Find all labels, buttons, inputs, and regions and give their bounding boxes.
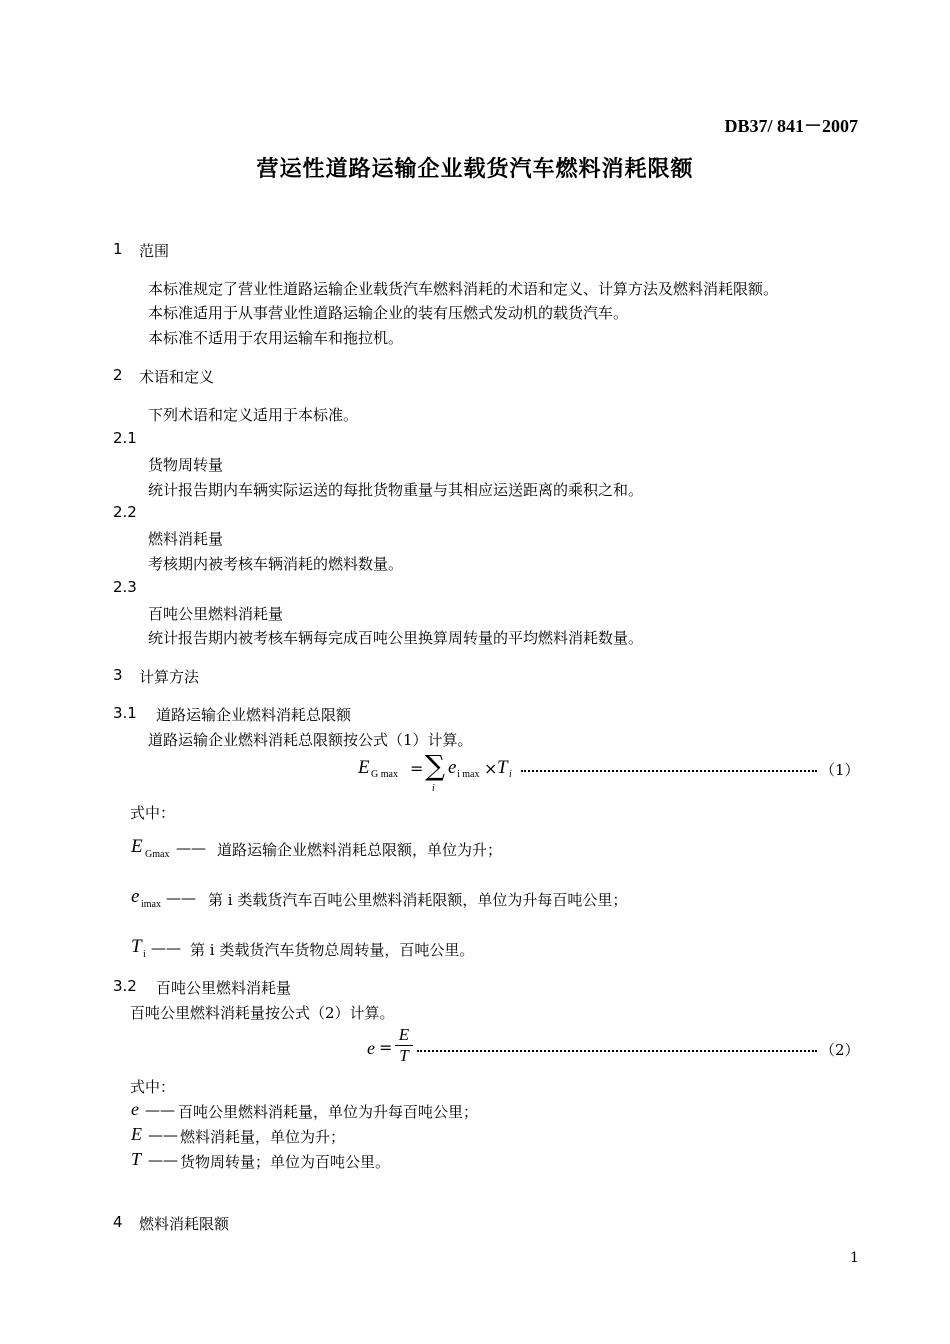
- page-number: 1: [850, 1250, 859, 1266]
- var-e-description: 百吨公里燃料消耗量，单位为升每百吨公里；: [178, 1103, 479, 1121]
- formula-1-e-subscript: i max: [457, 769, 480, 780]
- var-T-dash: ——: [148, 1151, 178, 1169]
- var-Ti-dash: ——: [151, 939, 181, 957]
- term-2-1-number: 2.1: [113, 429, 137, 447]
- formula-1-T: T: [497, 757, 508, 778]
- formula-2-leader-dots: [417, 1050, 817, 1052]
- subsection-3-2-heading: 百吨公里燃料消耗量: [156, 979, 292, 997]
- var-Ti-description: 第 i 类载货汽车货物总周转量，百吨公里。: [190, 941, 475, 959]
- term-2-1-name: 货物周转量: [148, 456, 224, 474]
- term-2-2-definition: 考核期内被考核车辆消耗的燃料数量。: [148, 555, 404, 573]
- formula-1-label: （1）: [820, 761, 860, 779]
- section-1-number: 1: [113, 240, 123, 258]
- section-4-number: 4: [113, 1213, 123, 1231]
- var-Egmax-symbol: E: [131, 836, 143, 857]
- var-e-symbol: e: [131, 1099, 139, 1119]
- formula-1-leader-dots: [521, 770, 817, 772]
- formula-1-sum-index: i: [432, 783, 435, 794]
- formula-2-fraction: [393, 1025, 415, 1066]
- var-Egmax-description: 道路运输企业燃料消耗总限额，单位为升；: [217, 841, 503, 859]
- subsection-3-1-heading: 道路运输企业燃料消耗总限额: [156, 706, 352, 724]
- section-1-heading: 范围: [139, 242, 170, 260]
- var-Ti-subscript: i: [143, 949, 146, 960]
- term-2-3-name: 百吨公里燃料消耗量: [148, 605, 284, 623]
- section-3-number: 3: [113, 666, 123, 684]
- var-eimax-description: 第 i 类载货汽车百吨公里燃料消耗限额，单位为升每百吨公里；: [208, 891, 628, 909]
- page-title: 营运性道路运输企业载货汽车燃料消耗限额: [256, 157, 694, 182]
- formula-2-equals: =: [379, 1038, 393, 1057]
- var-Egmax-dash: ——: [176, 839, 206, 857]
- var-E-description: 燃料消耗量，单位为升；: [180, 1128, 346, 1146]
- section-1-para-1: 本标准规定了营业性道路运输企业载货汽车燃料消耗的术语和定义、计算方法及燃料消耗限额。: [148, 280, 779, 298]
- formula-2-denominator: T: [399, 1046, 409, 1065]
- term-2-3-definition: 统计报告期内被考核车辆每完成百吨公里换算周转量的平均燃料消耗数量。: [148, 629, 644, 647]
- term-2-3-number: 2.3: [113, 578, 137, 596]
- var-Ti-symbol: T: [131, 936, 142, 957]
- formula-1-sum-symbol: ∑: [425, 749, 445, 782]
- document-number: DB37/ 841－2007: [724, 116, 858, 136]
- var-E-dash: ——: [148, 1126, 178, 1144]
- formula-2-where: 式中：: [130, 1078, 176, 1096]
- term-2-2-name: 燃料消耗量: [148, 530, 224, 548]
- section-3-heading: 计算方法: [139, 668, 200, 686]
- var-eimax-symbol: e: [131, 886, 140, 907]
- var-e-dash: ——: [145, 1101, 175, 1119]
- section-2-heading: 术语和定义: [139, 368, 215, 386]
- section-2-number: 2: [113, 366, 123, 384]
- formula-1-equals: =: [410, 759, 424, 778]
- formula-2-e: e: [367, 1038, 375, 1058]
- var-E-symbol: E: [131, 1124, 142, 1144]
- section-1-para-3: 本标准不适用于农用运输车和拖拉机。: [148, 329, 404, 347]
- var-T-symbol: T: [131, 1149, 142, 1169]
- section-4-heading: 燃料消耗限额: [139, 1215, 230, 1233]
- subsection-3-1-text: 道路运输企业燃料消耗总限额按公式（1）计算。: [148, 731, 473, 749]
- subsection-3-2-number: 3.2: [113, 977, 137, 995]
- formula-1-where: 式中：: [130, 804, 176, 822]
- section-2-intro: 下列术语和定义适用于本标准。: [148, 406, 359, 424]
- formula-2-label: （2）: [820, 1041, 860, 1059]
- formula-1-T-subscript: i: [509, 769, 512, 780]
- term-2-1-definition: 统计报告期内车辆实际运送的每批货物重量与其相应运送距离的乘积之和。: [148, 481, 644, 499]
- subsection-3-2-text: 百吨公里燃料消耗量按公式（2）计算。: [130, 1004, 395, 1022]
- formula-1-E-subscript: G max: [371, 769, 398, 780]
- subsection-3-1-number: 3.1: [113, 704, 137, 722]
- var-eimax-dash: ——: [166, 889, 196, 907]
- var-eimax-subscript: imax: [141, 899, 161, 910]
- var-T-description: 货物周转量；单位为百吨公里。: [180, 1153, 391, 1171]
- term-2-2-number: 2.2: [113, 503, 137, 521]
- formula-1-times: ×: [484, 759, 498, 778]
- section-1-para-2: 本标准适用于从事营业性道路运输企业的装有压燃式发动机的载货汽车。: [148, 304, 629, 322]
- formula-1-E: E: [358, 757, 370, 778]
- formula-1-e: e: [448, 757, 457, 778]
- formula-2-numerator: E: [398, 1025, 410, 1044]
- var-Egmax-subscript: Gmax: [145, 849, 170, 860]
